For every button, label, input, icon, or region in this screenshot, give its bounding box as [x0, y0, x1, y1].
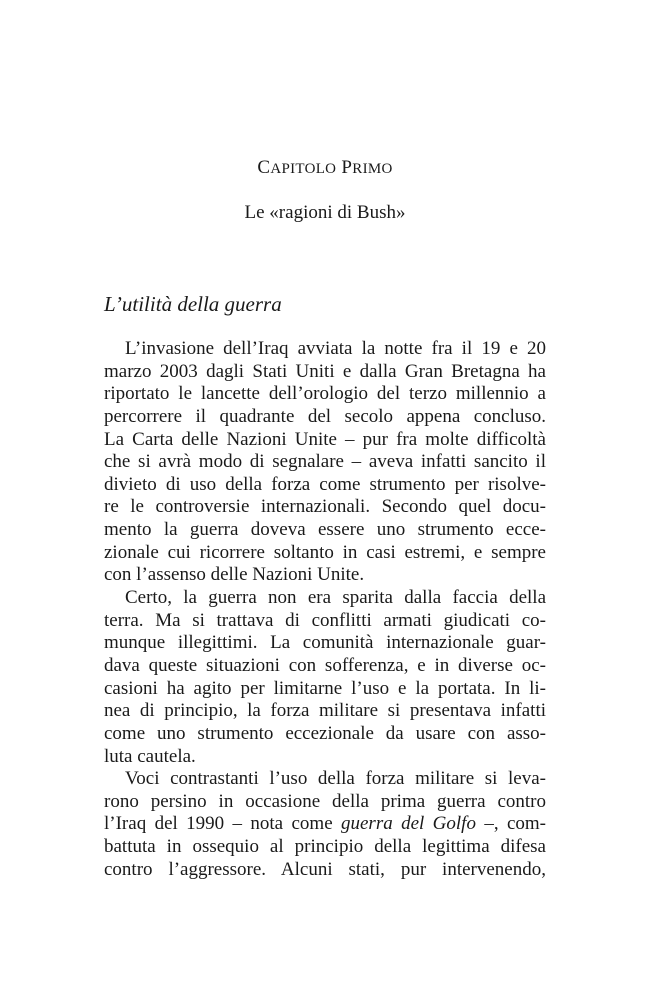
chapter-label-cap: P	[341, 157, 353, 178]
italic-term: guerra del Golfo	[341, 813, 476, 835]
text-line: munque illegittimi. La comunità internazionale guar-	[104, 632, 546, 654]
chapter-label-rest: APITOLO	[270, 161, 337, 177]
section-title: L’utilità della guerra	[104, 292, 282, 316]
body-text	[104, 338, 546, 881]
text-line: battuta in ossequio al principio della legittima difesa	[104, 836, 546, 858]
text-line: contro l’aggressore. Alcuni stati, pur intervenendo,	[104, 858, 546, 880]
text-line	[104, 813, 546, 836]
text-line: mento la guerra doveva essere uno strumento ecce-	[104, 519, 546, 541]
text-line: zionale cui ricorrere soltanto in casi estremi, e sempre	[104, 541, 546, 563]
chapter-label-rest: RIMO	[352, 161, 393, 177]
text-line: terra. Ma si trattava di conflitti armati giudicati co-	[104, 609, 546, 631]
chapter-label-cap: C	[257, 157, 271, 178]
text-line: nea di principio, la forza militare si presentava infatti	[104, 700, 546, 722]
text-fragment: l’Iraq del 1990 – nota come	[104, 813, 341, 835]
text-line: percorrere il quadrante del secolo appena concluso.	[104, 405, 546, 427]
text-line: Certo, la guerra non era sparita dalla faccia della	[125, 587, 546, 609]
chapter-title: Le «ragioni di Bush»	[244, 202, 406, 223]
text-line: Voci contrastanti l’uso della forza militare si leva-	[125, 768, 546, 790]
text-line: divieto di uso della forza come strumento per risolve-	[104, 473, 546, 495]
text-fragment: –, com-	[475, 813, 547, 835]
text-line: luta cautela.	[104, 745, 196, 767]
chapter-label	[0, 157, 650, 179]
text-line: che si avrà modo di segnalare – aveva infatti sancito il	[104, 451, 546, 473]
text-line: La Carta delle Nazioni Unite – pur fra molte difficoltà	[104, 428, 546, 450]
text-line: dava queste situazioni con sofferenza, e in diverse oc-	[104, 654, 546, 676]
text-line: marzo 2003 dagli Stati Uniti e dalla Gran Bretagna ha	[104, 360, 546, 382]
text-line: L’invasione dell’Iraq avviata la notte fra il 19 e 20	[125, 338, 546, 359]
text-line: re le controversie internazionali. Secondo quel docu-	[104, 496, 546, 518]
text-line: come uno strumento eccezionale da usare con asso-	[104, 722, 546, 744]
text-line: riportato le lancette dell’orologio del terzo millennio a	[104, 383, 546, 405]
text-line: con l’assenso delle Nazioni Unite.	[104, 564, 365, 586]
text-line: rono persino in occasione della prima guerra contro	[104, 790, 546, 812]
text-line: casioni ha agito per limitarne l’uso e la portata. In li-	[104, 677, 546, 699]
